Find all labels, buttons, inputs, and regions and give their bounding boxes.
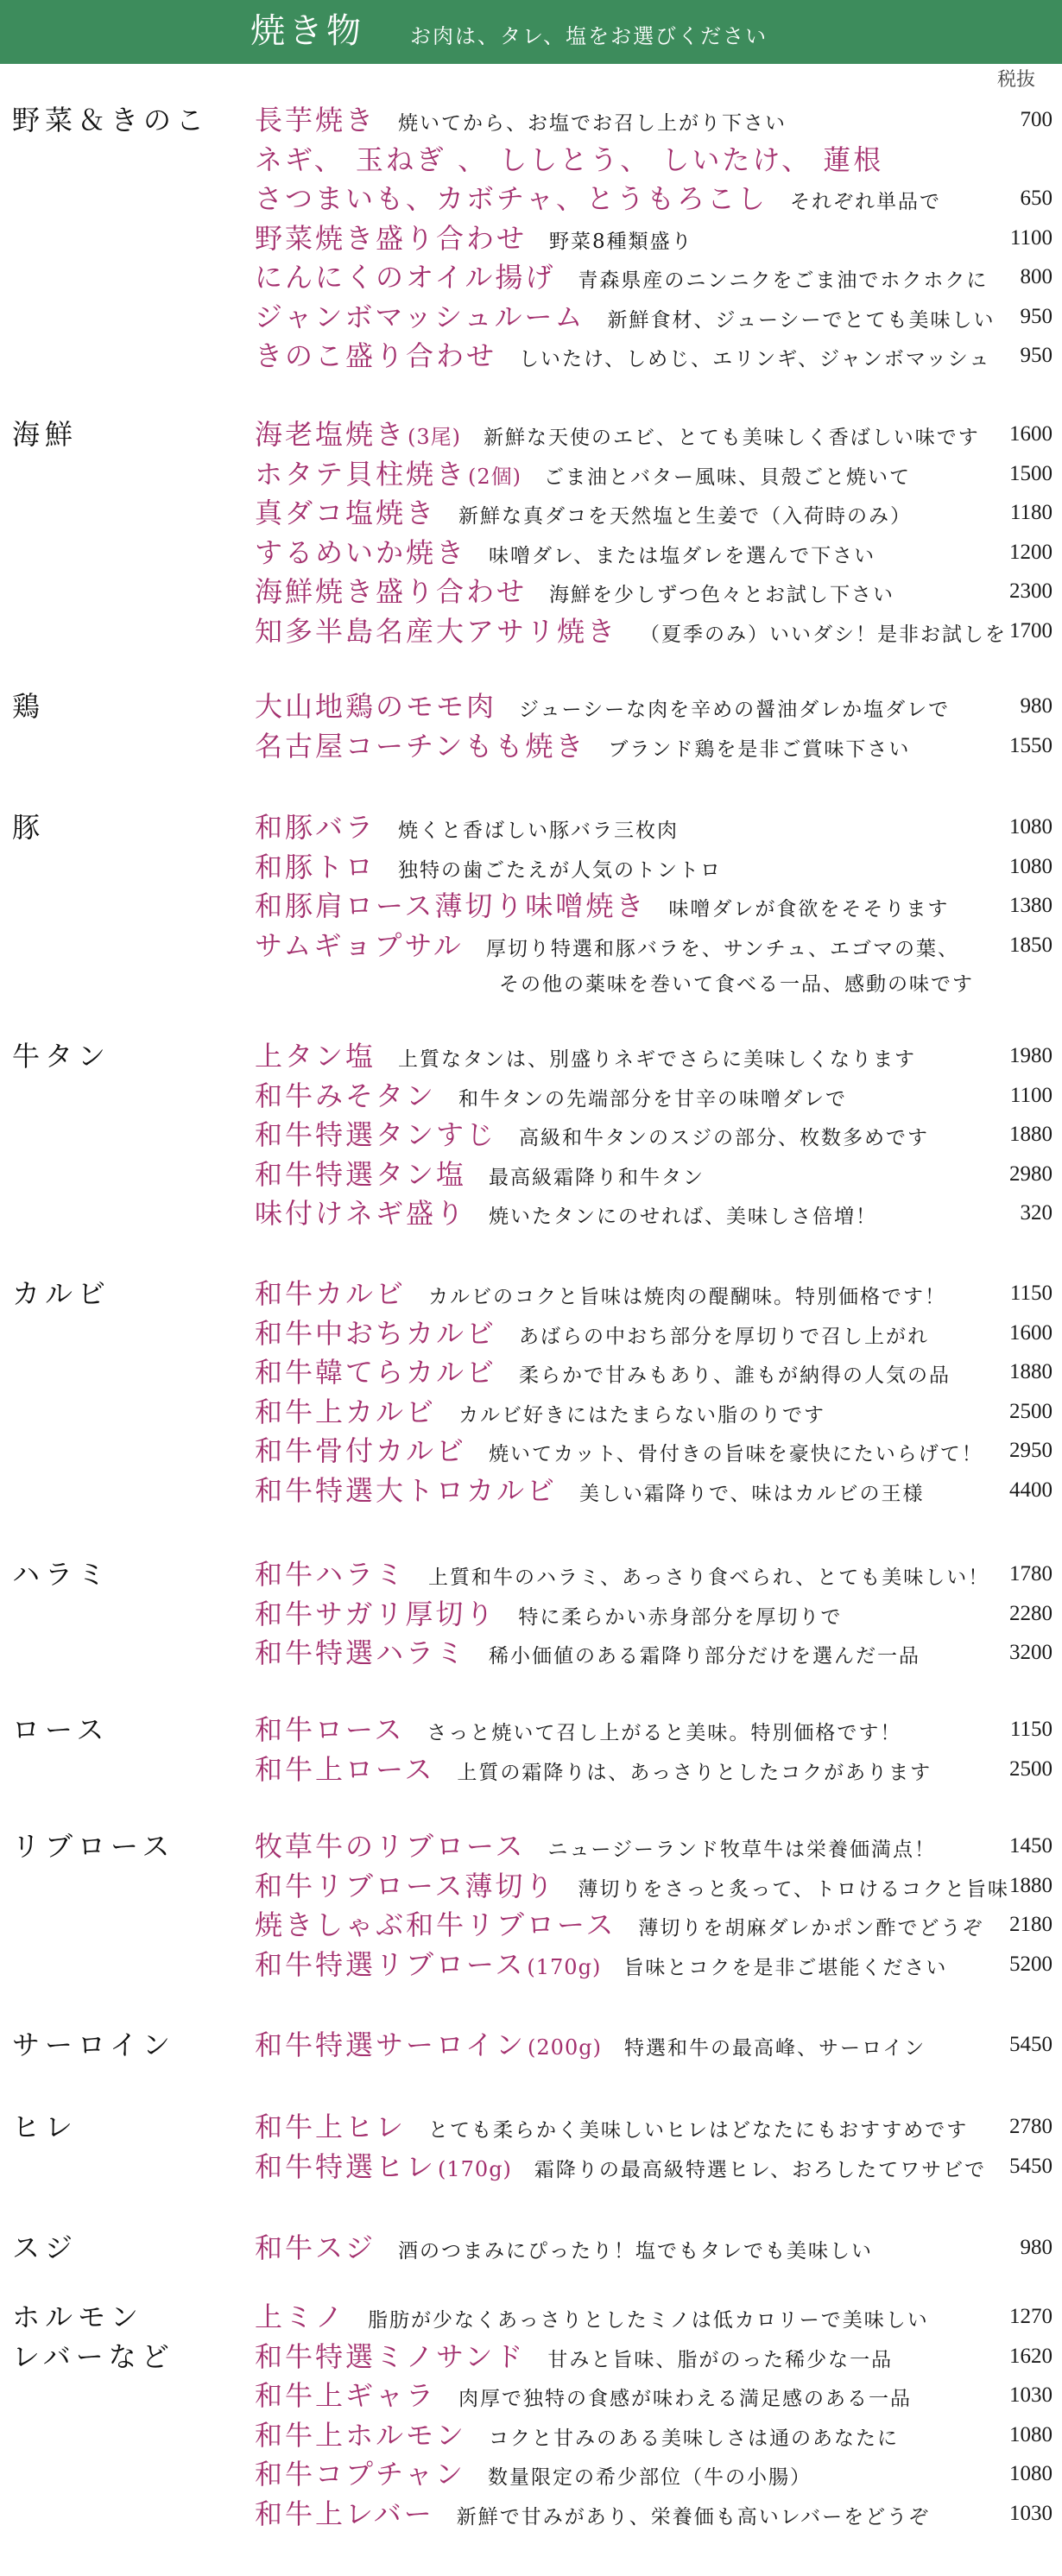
item-price: 1100	[1009, 1083, 1053, 1107]
item-name: するめいか焼き	[255, 535, 467, 569]
item-price: 2980	[1009, 1161, 1053, 1186]
item-description: 海鮮を少しずつ色々とお試し下さい	[549, 584, 895, 606]
item-description: 独特の歯ごたえが人気のトントロ	[398, 858, 723, 882]
item-name: 和牛みそタン	[255, 1079, 437, 1112]
menu-item	[255, 297, 1058, 337]
menu-item	[255, 2376, 1058, 2415]
item-price: 1980	[1009, 1044, 1053, 1067]
menu-item	[255, 1115, 1058, 1155]
item-name: 和牛骨付カルビ	[255, 1434, 467, 1467]
menu-header	[0, 0, 1062, 64]
item-description: カルビのコクと旨味は焼肉の醍醐味。特別価格です！	[428, 1286, 947, 1308]
item-name: 焼きしゃぶ和牛リブロース	[255, 1908, 616, 1941]
item-name: ネギ、 玉ねぎ 、 ししとう、 しいたけ、 蓮根	[255, 142, 884, 176]
item-description: 美しい霜降りで、味はカルビの王様	[579, 1482, 925, 1505]
menu-item	[255, 687, 1058, 726]
item-name: にんにくのオイル揚げ	[255, 261, 556, 294]
item-portion: (2個)	[468, 464, 522, 489]
menu-item	[255, 1866, 1058, 1906]
item-price: 800	[1020, 265, 1053, 288]
item-price: 2180	[1009, 1913, 1053, 1936]
item-price: 5450	[1009, 2033, 1053, 2056]
item-description: 最高級霜降り和牛タン	[489, 1166, 705, 1189]
item-name: 野菜焼き盛り合わせ	[255, 221, 528, 255]
item-description: 高級和牛タンのスジの部分、枚数多めです	[519, 1127, 930, 1149]
item-description: 味噌ダレが食欲をそそります	[668, 898, 950, 921]
item-name: 和牛ハラミ	[255, 1558, 407, 1591]
menu-item	[255, 533, 1058, 573]
item-description: 和牛タンの先端部分を甘辛の味噌ダレで	[458, 1087, 848, 1111]
item-price: 1880	[1009, 1873, 1053, 1897]
item-name: 和牛特選サーロイン	[255, 2029, 527, 2061]
item-name: 和牛サガリ厚切り	[255, 1597, 496, 1630]
menu-item	[255, 2297, 1058, 2337]
item-description: 酒のつまみにぴったり！塩でもタレでも美味しい	[398, 2240, 874, 2263]
menu-item	[255, 1193, 1058, 1233]
item-price: 2300	[1009, 579, 1053, 603]
item-description: 新鮮食材、ジューシーでとても美味しい	[607, 308, 996, 332]
item-price: 650	[1020, 187, 1053, 210]
menu-item	[255, 1313, 1058, 1353]
item-name: 牧草牛のリブロース	[255, 1830, 526, 1863]
menu-item	[255, 1750, 1058, 1789]
item-name: きのこ盛り合わせ	[255, 339, 497, 372]
item-name: 長芋焼き	[255, 104, 376, 136]
item-description: （夏季のみ）いいダシ！是非お試しを	[640, 623, 1008, 646]
category-label: 海鮮	[12, 418, 79, 451]
menu-item	[255, 2147, 1058, 2187]
item-portion: (170g)	[438, 2156, 512, 2181]
item-name: 和牛上レバー	[255, 2497, 434, 2530]
item-price: 1600	[1009, 422, 1053, 446]
item-description: とても柔らかく美味しいヒレはどなたにもおすすめです	[428, 2119, 969, 2142]
menu-item	[255, 807, 1058, 847]
category-label: 野菜＆きのこ	[12, 104, 210, 136]
menu-item	[255, 611, 1058, 651]
item-price: 1850	[1009, 933, 1053, 957]
item-name: 和牛ロース	[255, 1713, 405, 1746]
menu-item	[255, 2107, 1058, 2147]
item-price: 2280	[1009, 1601, 1053, 1625]
item-name: 和牛上ヒレ	[255, 2111, 407, 2143]
menu-item	[255, 1905, 1058, 1945]
item-price: 1380	[1009, 894, 1053, 917]
item-portion: (170g)	[527, 1954, 602, 1979]
menu-item	[255, 140, 1058, 180]
menu-item	[255, 336, 1058, 376]
item-description: 新鮮で甘みがあり、栄養価も高いレバーをどうぞ	[456, 2505, 931, 2529]
category-label: カルビ	[12, 1277, 111, 1310]
item-name: 和牛特選タン塩	[255, 1157, 467, 1191]
tax-note: 税抜	[997, 69, 1036, 91]
item-price: 1500	[1009, 461, 1053, 485]
menu-item	[255, 1076, 1058, 1116]
item-description: ジューシーな肉を辛めの醤油ダレか塩ダレで	[519, 699, 951, 721]
item-price: 1700	[1009, 618, 1053, 642]
item-description: カルビ好きにはたまらない脂のりです	[458, 1403, 826, 1427]
menu-item	[255, 1392, 1058, 1432]
item-price: 1880	[1009, 1123, 1053, 1146]
menu-item	[255, 1036, 1058, 1076]
menu-item	[255, 179, 1058, 218]
category-label: ヒレ	[12, 2111, 79, 2143]
item-price: 2500	[1009, 1399, 1053, 1423]
category-label: 鶏	[12, 690, 46, 723]
item-price: 1880	[1009, 1360, 1053, 1383]
item-description: ブランド鶏を是非ご賞味下さい	[608, 737, 911, 761]
item-price: 1200	[1009, 540, 1053, 564]
item-price: 1450	[1009, 1834, 1053, 1858]
item-price: 320	[1020, 1201, 1053, 1225]
item-name: ホタテ貝柱焼き	[255, 457, 467, 491]
menu-item	[255, 1594, 1058, 1634]
item-description: しいたけ、しめじ、エリンギ、ジャンボマッシュ	[519, 348, 991, 370]
item-description: 厚切り特選和豚バラを、サンチュ、エゴマの葉、	[485, 937, 959, 960]
menu-item	[255, 218, 1058, 258]
item-name: 和牛リブロース薄切り	[255, 1869, 556, 1902]
item-name: 和豚バラ	[255, 811, 376, 844]
menu-item	[255, 2415, 1058, 2455]
item-description: 焼いてから、お塩でお召し上がり下さい	[398, 112, 787, 135]
item-description: 焼いてカット、骨付きの旨味を豪快にたいらげて！	[489, 1443, 983, 1465]
item-description: 特に柔らかい赤身部分を厚切りで	[518, 1605, 843, 1629]
item-description: 焼いたタンにのせれば、美味しさ倍増！	[489, 1206, 878, 1228]
item-price: 700	[1020, 108, 1053, 131]
item-description: 薄切りをさっと炙って、トロけるコクと旨味	[578, 1877, 1009, 1901]
menu-item	[255, 2337, 1058, 2377]
menu-item	[255, 847, 1058, 887]
item-name: 海老塩焼き	[255, 418, 407, 451]
menu-item	[255, 886, 1058, 926]
item-description: 薄切りを胡麻ダレかポン酢でどうぞ	[638, 1917, 984, 1940]
item-name: 和牛特選ヒレ	[255, 2149, 437, 2183]
item-name: 味付けネギ盛り	[255, 1197, 467, 1230]
item-description: 上質の霜降りは、あっさりとしたコクがあります	[457, 1761, 932, 1784]
item-price: 1080	[1009, 854, 1053, 878]
item-name: 和牛特選ハラミ	[255, 1636, 467, 1669]
item-price: 1080	[1009, 2462, 1053, 2485]
item-description: 甘みと旨味、脂がのった稀少な一品	[547, 2348, 894, 2371]
item-description: 上質和牛のハラミ、あっさり食べられ、とても美味しい！	[428, 1566, 990, 1589]
menu-item	[255, 454, 1058, 494]
item-price: 980	[1020, 2236, 1053, 2259]
item-portion: (200g)	[528, 2035, 602, 2060]
category-label: ホルモン レバーなど	[12, 2301, 174, 2373]
item-name: 和牛カルビ	[255, 1277, 407, 1310]
menu-item	[255, 415, 1058, 454]
item-price: 1150	[1009, 1282, 1053, 1305]
item-price: 5450	[1009, 2154, 1053, 2178]
menu-item	[255, 1945, 1058, 1984]
item-description: 野菜8種類盛り	[549, 230, 693, 253]
item-price: 2500	[1009, 1756, 1053, 1781]
item-description: 旨味とコクを是非ご堪能ください	[623, 1956, 948, 1979]
item-name: サムギョプサル	[255, 928, 464, 962]
item-price: 1600	[1009, 1320, 1053, 1345]
item-name: 上ミノ	[255, 2301, 346, 2333]
item-description: 柔らかで甘みもあり、誰もが納得の人気の品	[519, 1364, 951, 1387]
item-description: 青森県産のニンニクをごま油でホクホクに	[578, 269, 989, 292]
menu-item	[255, 1633, 1058, 1673]
category-label: ロース	[12, 1713, 110, 1746]
item-price: 1180	[1009, 501, 1053, 524]
item-name: さつまいも、カボチャ、とうもろこし	[255, 182, 768, 215]
menu-item	[255, 926, 1058, 965]
menu-item	[255, 100, 1058, 140]
menu-item	[255, 257, 1058, 297]
item-description: それぞれ単品で	[790, 191, 942, 213]
item-name: 和牛上ギャラ	[255, 2379, 437, 2412]
item-name: ジャンボマッシュルーム	[255, 300, 585, 333]
item-description: 数量限定の希少部位（牛の小腸）	[488, 2466, 812, 2489]
menu-item	[255, 1352, 1058, 1392]
item-price: 980	[1020, 694, 1053, 718]
item-description: 稀小価値のある霜降り部分だけを選んだ一品	[489, 1645, 921, 1668]
menu-item	[255, 2025, 1058, 2065]
item-name: 和牛上ホルモン	[255, 2418, 467, 2452]
menu-item	[255, 1155, 1058, 1194]
item-description: 新鮮な真ダコを天然塩と生姜で（入荷時のみ）	[458, 505, 913, 528]
menu-item	[255, 1471, 1058, 1510]
item-price: 1620	[1009, 2344, 1053, 2368]
item-price: 950	[1020, 304, 1053, 328]
menu-item	[255, 1826, 1058, 1866]
menu-item	[255, 726, 1058, 766]
item-price: 1270	[1009, 2305, 1053, 2328]
menu-item	[255, 2454, 1058, 2494]
item-description: コクと甘みのある美味しさは通のあなたに	[489, 2427, 900, 2450]
item-description: 特選和牛の最高峰、サーロイン	[623, 2037, 926, 2060]
item-name: 和豚トロ	[255, 850, 376, 883]
item-name: 和牛上カルビ	[255, 1395, 437, 1428]
item-name: 和牛上ロース	[255, 1752, 435, 1786]
item-description: 新鮮な天使のエビ、とても美味しく香ばしい味です	[484, 427, 980, 449]
category-label: ハラミ	[12, 1558, 111, 1591]
item-description: 焼くと香ばしい豚バラ三枚肉	[398, 820, 680, 842]
item-price: 1030	[1009, 2383, 1053, 2407]
item-name: 上タン塩	[255, 1040, 376, 1073]
item-name: 和牛韓てらカルビ	[255, 1356, 497, 1389]
menu-title: 焼き物	[250, 11, 364, 51]
item-price: 5200	[1009, 1952, 1053, 1976]
menu-subtitle: お肉は、タレ、塩をお選びください	[410, 24, 768, 48]
item-price: 4400	[1009, 1478, 1053, 1502]
item-name: 真ダコ塩焼き	[255, 497, 437, 529]
item-name: 和牛特選リブロース	[255, 1947, 526, 1981]
category-label: 牛タン	[12, 1040, 111, 1073]
item-price: 1080	[1009, 815, 1053, 839]
menu-item	[255, 572, 1058, 611]
item-name: 和牛コプチャン	[255, 2458, 466, 2491]
item-description: 肉厚で独特の食感が味わえる満足感のある一品	[458, 2388, 913, 2410]
item-price: 2950	[1009, 1439, 1053, 1462]
item-name: 大山地鶏のモモ肉	[255, 690, 497, 723]
item-price: 2780	[1009, 2115, 1053, 2138]
item-name: 和牛特選ミノサンド	[255, 2339, 526, 2373]
item-description: 上質なタンは、別盛りネギでさらに美味しくなります	[398, 1048, 917, 1071]
item-price: 1080	[1009, 2422, 1053, 2446]
category-label: サーロイン	[12, 2029, 176, 2061]
item-description: 味噌ダレ、または塩ダレを選んで下さい	[489, 544, 876, 567]
item-description: あばらの中おち部分を厚切りで召し上がれ	[519, 1325, 930, 1348]
item-price: 3200	[1009, 1641, 1053, 1664]
menu-item	[255, 493, 1058, 533]
item-price: 1550	[1009, 733, 1053, 757]
menu-item	[255, 2228, 1058, 2268]
item-name: 和豚肩ロース薄切り味噌焼き	[255, 889, 647, 922]
category-label: スジ	[12, 2231, 79, 2264]
item-description: 脂肪が少なくあっさりとしたミノは低カロリーで美味しい	[368, 2309, 929, 2332]
item-name: 和牛特選タンすじ	[255, 1118, 497, 1151]
menu-item	[255, 1710, 1058, 1750]
item-description: ニュージーランド牧草牛は栄養価満点！	[547, 1839, 936, 1861]
menu-item	[255, 2494, 1058, 2534]
item-name: 知多半島名産大アサリ焼き	[255, 614, 618, 648]
item-description: さっと焼いて召し上がると美味。特別価格です！	[427, 1722, 902, 1744]
item-price: 1100	[1009, 225, 1053, 250]
item-description: 霜降りの最高級特選ヒレ、おろしたてワサビで	[534, 2158, 987, 2181]
item-price: 950	[1020, 344, 1053, 367]
item-name: 和牛特選大トロカルビ	[255, 1473, 558, 1507]
item-name: 名古屋コーチンもも焼き	[255, 729, 586, 763]
item-price: 1150	[1009, 1718, 1053, 1741]
menu-item	[255, 1431, 1058, 1471]
category-label: 豚	[12, 811, 46, 844]
item-price: 1780	[1009, 1562, 1053, 1585]
item-name: 和牛スジ	[255, 2231, 376, 2264]
category-label: リブロース	[12, 1830, 175, 1863]
item-description: ごま油とバター風味、貝殻ごと焼いて	[544, 465, 912, 489]
item-price: 1030	[1009, 2501, 1053, 2525]
item-name: 和牛中おちカルビ	[255, 1316, 497, 1350]
item-description-continued: その他の薬味を巻いて食べる一品、感動の味です	[499, 973, 974, 996]
menu-item	[255, 1274, 1058, 1313]
item-name: 海鮮焼き盛り合わせ	[255, 575, 528, 608]
menu-item	[255, 1554, 1058, 1594]
item-portion: (3尾)	[408, 425, 462, 449]
